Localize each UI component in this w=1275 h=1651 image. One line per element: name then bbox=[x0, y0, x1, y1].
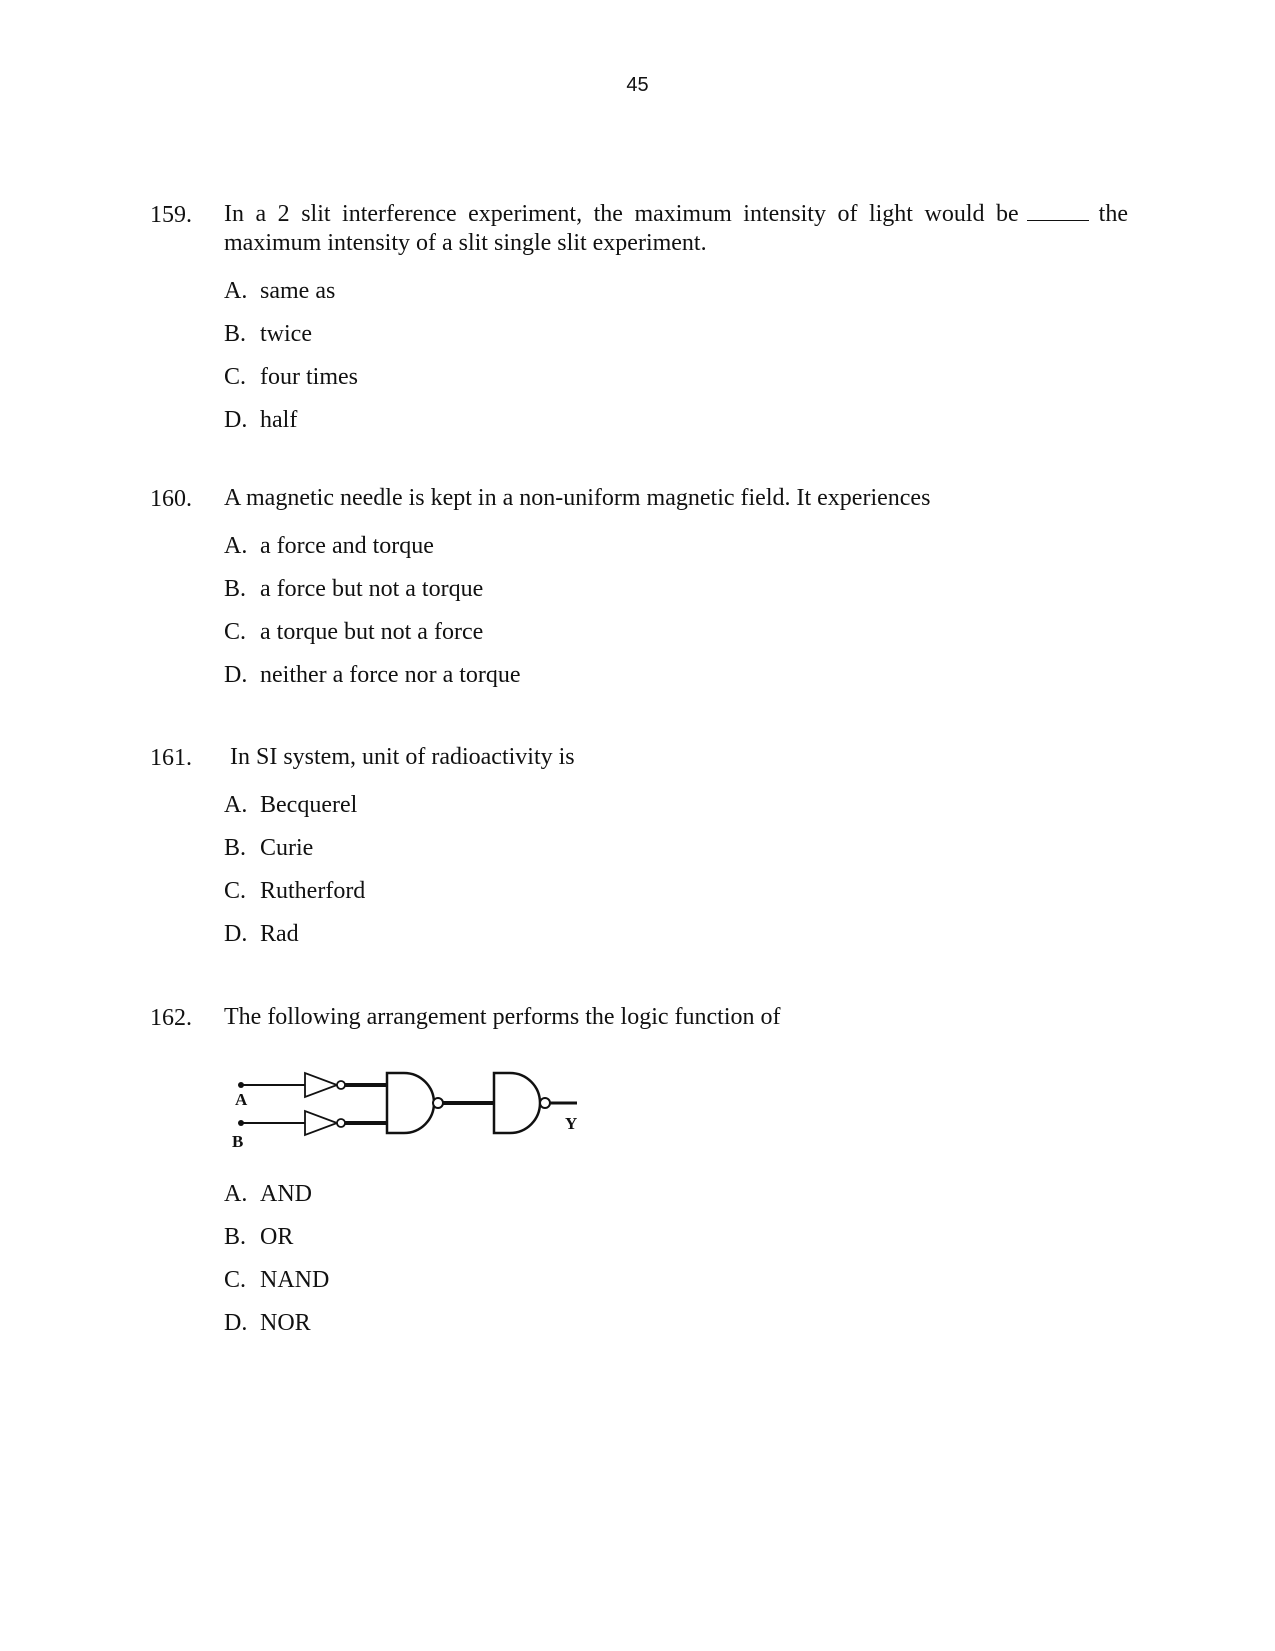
option-a[interactable]: A. AND bbox=[224, 1181, 312, 1207]
question-text: A magnetic needle is kept in a non-uniform magnetic field. It experiences bbox=[224, 485, 931, 511]
not-gate-b-bubble bbox=[337, 1119, 345, 1127]
question-number: 161. bbox=[150, 745, 192, 771]
option-d[interactable]: D. Rad bbox=[224, 921, 299, 947]
question-number: 160. bbox=[150, 486, 192, 512]
option-b[interactable]: B. twice bbox=[224, 321, 312, 347]
question-text-part2: maximum intensity of a slit single slit experiment. bbox=[224, 230, 707, 256]
question-text: The following arrangement performs the logic function of bbox=[224, 1004, 781, 1030]
options-list bbox=[224, 1179, 329, 1351]
nand-gate-1-bubble bbox=[433, 1098, 443, 1108]
not-gate-a-bubble bbox=[337, 1081, 345, 1089]
option-c[interactable]: C. four times bbox=[224, 364, 358, 390]
options-list bbox=[224, 531, 521, 703]
not-gate-b bbox=[305, 1111, 337, 1135]
option-d[interactable]: D. NOR bbox=[224, 1310, 311, 1336]
output-y-label: Y bbox=[565, 1114, 578, 1133]
question-text-part1: In a 2 slit interference experiment, the maximum intensity of light would be bbox=[224, 201, 1019, 227]
option-c[interactable]: C. a torque but not a force bbox=[224, 619, 484, 645]
nand-gate-1 bbox=[387, 1073, 434, 1133]
option-c[interactable]: C. NAND bbox=[224, 1267, 330, 1293]
question-number: 162. bbox=[150, 1005, 192, 1031]
input-a-label: A bbox=[235, 1090, 248, 1109]
question-text-the: the bbox=[1098, 201, 1128, 227]
nand-gate-2 bbox=[494, 1073, 540, 1133]
answer-blank bbox=[1027, 200, 1089, 221]
options-list bbox=[224, 276, 358, 448]
option-a[interactable]: A. a force and torque bbox=[224, 533, 434, 559]
input-b-label: B bbox=[232, 1132, 244, 1151]
question-text: In SI system, unit of radioactivity is bbox=[230, 744, 575, 770]
option-b[interactable]: B. a force but not a torque bbox=[224, 576, 484, 602]
option-d[interactable]: D. neither a force nor a torque bbox=[224, 662, 521, 688]
option-a[interactable]: A. Becquerel bbox=[224, 792, 358, 818]
option-b[interactable]: B. OR bbox=[224, 1224, 294, 1250]
not-gate-a bbox=[305, 1073, 337, 1097]
nand-gate-2-bubble bbox=[540, 1098, 550, 1108]
option-b[interactable]: B. Curie bbox=[224, 835, 314, 861]
question-text bbox=[224, 200, 1128, 258]
question-number: 159. bbox=[150, 202, 192, 228]
page-number: 45 bbox=[626, 74, 649, 96]
option-c[interactable]: C. Rutherford bbox=[224, 878, 366, 904]
options-list bbox=[224, 790, 365, 962]
option-a[interactable]: A. same as bbox=[224, 278, 336, 304]
logic-circuit-diagram bbox=[232, 1065, 612, 1161]
option-d[interactable]: D. half bbox=[224, 407, 298, 433]
